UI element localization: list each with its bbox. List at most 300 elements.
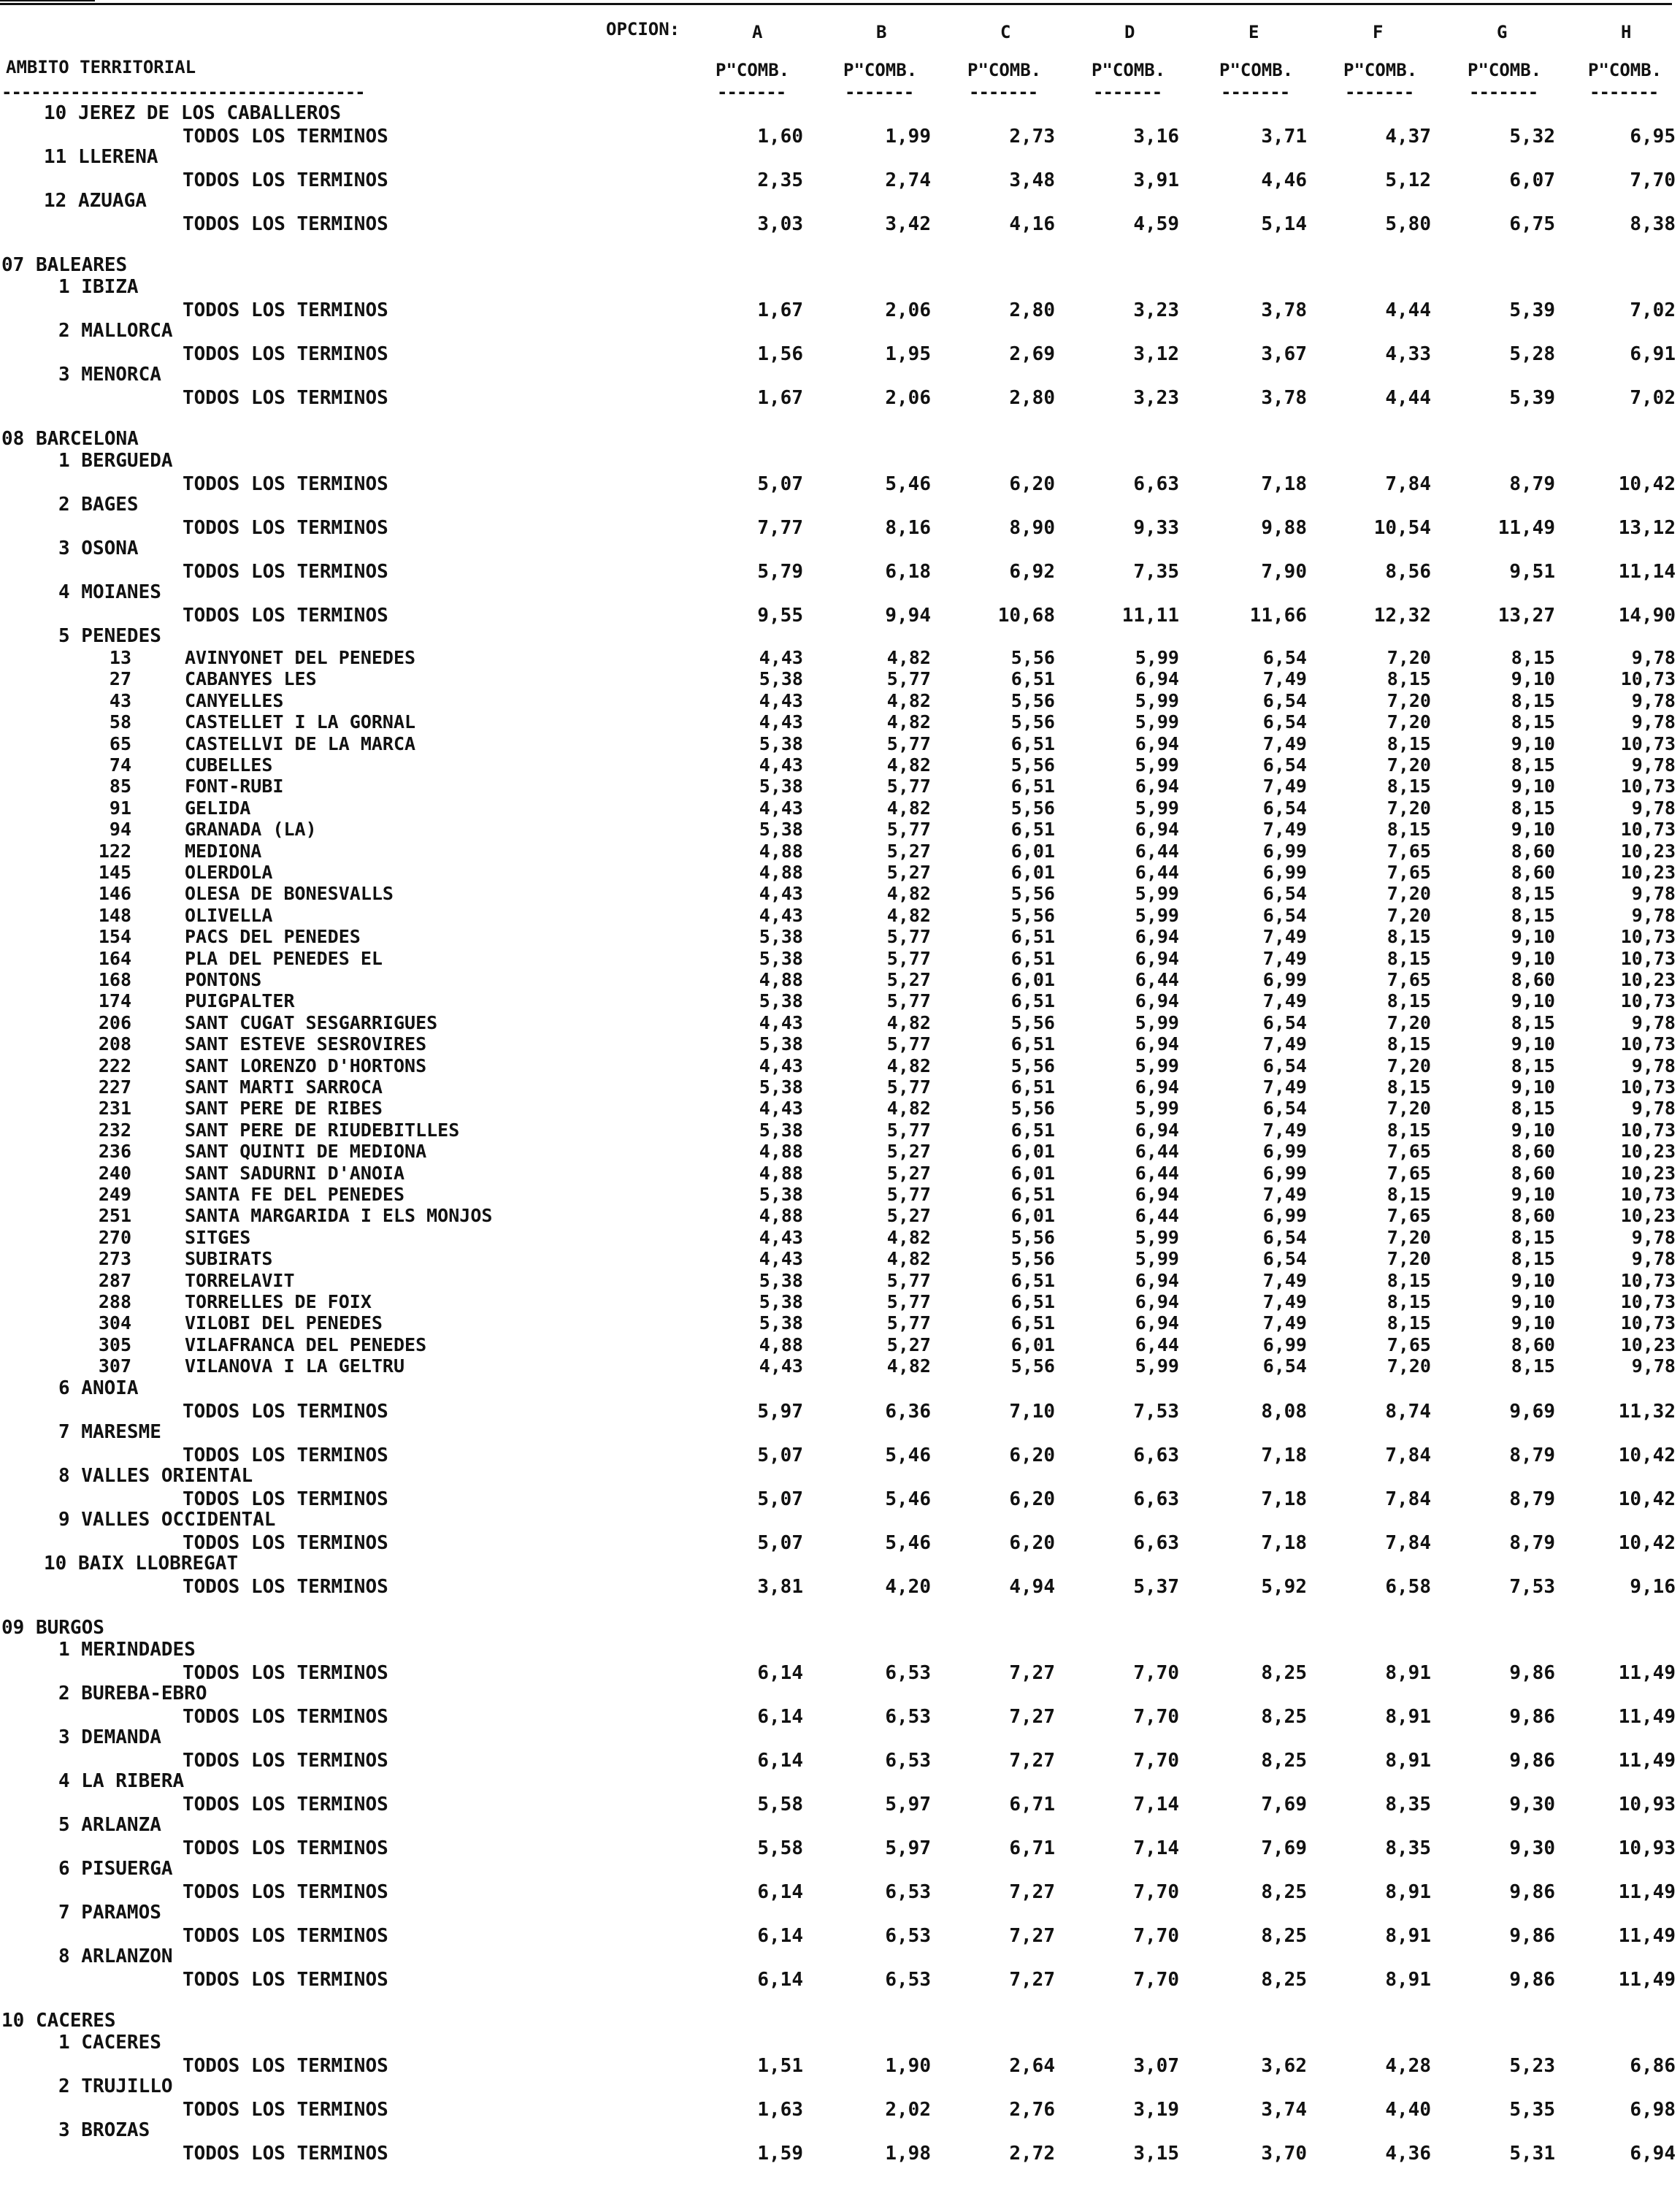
cell-e: 7,18 xyxy=(1261,473,1307,495)
cell-a: 5,58 xyxy=(757,1793,803,1815)
cell-c: 7,10 xyxy=(1009,1400,1055,1423)
cell-d: 3,23 xyxy=(1133,387,1179,409)
comarca-label: 4 MOIANES xyxy=(58,581,161,603)
cell-b: 6,53 xyxy=(885,1749,931,1772)
table-row xyxy=(0,1205,1680,1225)
all-terms-label: TODOS LOS TERMINOS xyxy=(183,1749,388,1772)
cell-e: 6,54 xyxy=(1262,647,1307,668)
cell-d: 9,33 xyxy=(1133,517,1179,539)
cell-d: 5,99 xyxy=(1135,689,1179,711)
cell-c: 6,01 xyxy=(1010,862,1055,883)
cell-h: 10,93 xyxy=(1618,1837,1676,1859)
cell-a: 9,55 xyxy=(757,605,803,627)
comarca-label: 4 LA RIBERA xyxy=(58,1769,185,1792)
all-terms-label: TODOS LOS TERMINOS xyxy=(183,1575,388,1598)
cell-f: 8,15 xyxy=(1386,732,1431,754)
cell-h: 9,16 xyxy=(1630,1575,1676,1598)
table-row xyxy=(0,342,1680,364)
cell-f: 5,12 xyxy=(1385,169,1431,191)
cell-d: 3,07 xyxy=(1133,2054,1179,2077)
cell-a: 4,43 xyxy=(759,647,803,668)
cell-h: 9,78 xyxy=(1631,1011,1676,1033)
comarca-heading xyxy=(0,1902,1680,1924)
cell-g: 8,15 xyxy=(1511,1226,1555,1248)
cell-a: 5,38 xyxy=(759,732,803,754)
cell-a: 6,14 xyxy=(757,1880,803,1903)
all-terms-label: TODOS LOS TERMINOS xyxy=(183,343,388,365)
cell-h: 10,42 xyxy=(1618,473,1676,495)
cell-b: 5,77 xyxy=(886,819,931,841)
cell-a: 1,67 xyxy=(757,387,803,409)
cell-c: 2,76 xyxy=(1009,2098,1055,2121)
cell-c: 5,56 xyxy=(1010,711,1055,733)
comarca-heading xyxy=(0,190,1680,212)
cell-e: 7,49 xyxy=(1262,668,1307,690)
comarca-heading xyxy=(0,1683,1680,1704)
cell-e: 7,18 xyxy=(1261,1488,1307,1510)
comarca-heading xyxy=(0,2119,1680,2141)
cell-e: 6,99 xyxy=(1262,1162,1307,1184)
cell-d: 6,94 xyxy=(1135,947,1179,969)
table-row xyxy=(0,733,1680,754)
cell-g: 8,79 xyxy=(1509,1488,1555,1510)
municipio-code: 74 xyxy=(109,754,131,776)
cell-a: 4,43 xyxy=(759,883,803,905)
all-terms-label: TODOS LOS TERMINOS xyxy=(183,517,388,539)
cell-d: 6,94 xyxy=(1135,819,1179,841)
cell-e: 3,78 xyxy=(1261,387,1307,409)
cell-b: 5,27 xyxy=(886,862,931,883)
comarca-label: 1 CACERES xyxy=(58,2031,161,2054)
cell-e: 8,25 xyxy=(1261,1880,1307,1903)
cell-g: 5,39 xyxy=(1509,387,1555,409)
cell-f: 8,15 xyxy=(1386,1076,1431,1098)
table-row xyxy=(0,1355,1680,1376)
cell-g: 9,10 xyxy=(1511,990,1555,1012)
column-subheader-g: P"COMB. xyxy=(1468,60,1542,80)
all-terms-label: TODOS LOS TERMINOS xyxy=(183,605,388,627)
municipio-code: 273 xyxy=(98,1248,131,1270)
cell-g: 9,10 xyxy=(1511,1184,1555,1205)
cell-g: 5,35 xyxy=(1509,2098,1555,2121)
cell-d: 6,94 xyxy=(1135,1076,1179,1098)
cell-g: 6,75 xyxy=(1509,213,1555,235)
cell-a: 5,38 xyxy=(759,776,803,797)
municipio-code: 208 xyxy=(98,1033,131,1055)
municipio-code: 240 xyxy=(98,1162,131,1184)
table-row xyxy=(0,2097,1680,2119)
municipio-name: GELIDA xyxy=(185,797,251,819)
cell-f: 7,65 xyxy=(1386,840,1431,862)
comarca-heading xyxy=(0,2075,1680,2097)
cell-a: 5,38 xyxy=(759,1269,803,1291)
cell-a: 4,43 xyxy=(759,689,803,711)
cell-e: 7,49 xyxy=(1262,990,1307,1012)
cell-a: 4,43 xyxy=(759,1098,803,1120)
comarca-heading xyxy=(0,450,1680,472)
cell-e: 6,54 xyxy=(1262,883,1307,905)
cell-b: 5,46 xyxy=(885,1531,931,1554)
cell-d: 5,99 xyxy=(1135,883,1179,905)
table-row xyxy=(0,1443,1680,1465)
column-letter-a: A xyxy=(752,22,763,42)
cell-f: 7,20 xyxy=(1386,689,1431,711)
cell-g: 8,60 xyxy=(1511,840,1555,862)
cell-h: 6,91 xyxy=(1630,343,1676,365)
cell-e: 4,46 xyxy=(1261,169,1307,191)
cell-c: 5,56 xyxy=(1010,1011,1055,1033)
cell-a: 4,88 xyxy=(759,1333,803,1355)
cell-b: 5,77 xyxy=(886,990,931,1012)
table-row xyxy=(0,690,1680,711)
cell-f: 7,65 xyxy=(1386,1141,1431,1163)
cell-h: 10,73 xyxy=(1620,990,1676,1012)
cell-e: 6,99 xyxy=(1262,1205,1307,1227)
cell-e: 6,54 xyxy=(1262,1098,1307,1120)
cell-c: 6,51 xyxy=(1010,947,1055,969)
cell-b: 5,77 xyxy=(886,732,931,754)
cell-g: 5,32 xyxy=(1509,126,1555,148)
comarca-label: 1 IBIZA xyxy=(58,276,139,298)
all-terms-label: TODOS LOS TERMINOS xyxy=(183,1837,388,1859)
cell-f: 7,20 xyxy=(1386,1355,1431,1377)
cell-e: 6,99 xyxy=(1262,969,1307,990)
cell-c: 6,51 xyxy=(1010,776,1055,797)
column-letter-e: E xyxy=(1249,22,1259,42)
cell-f: 12,32 xyxy=(1373,605,1431,627)
cell-d: 7,70 xyxy=(1133,1705,1179,1728)
municipio-name: CUBELLES xyxy=(185,754,273,776)
cell-f: 8,56 xyxy=(1385,561,1431,583)
municipio-code: 206 xyxy=(98,1011,131,1033)
cell-b: 5,77 xyxy=(886,1312,931,1334)
cell-e: 6,54 xyxy=(1262,797,1307,819)
cell-f: 8,15 xyxy=(1386,1312,1431,1334)
cell-a: 1,63 xyxy=(757,2098,803,2121)
comarca-label: 3 BROZAS xyxy=(58,2119,150,2141)
cell-b: 1,99 xyxy=(885,126,931,148)
comarca-heading xyxy=(0,2032,1680,2054)
cell-e: 11,66 xyxy=(1249,605,1307,627)
cell-f: 7,84 xyxy=(1385,1531,1431,1554)
cell-h: 10,23 xyxy=(1620,862,1676,883)
cell-g: 8,15 xyxy=(1511,647,1555,668)
cell-b: 5,97 xyxy=(885,1793,931,1815)
cell-c: 7,27 xyxy=(1009,1705,1055,1728)
comarca-label: 1 BERGUEDA xyxy=(58,450,173,472)
comarca-label: 2 BAGES xyxy=(58,494,139,516)
cell-a: 3,81 xyxy=(757,1575,803,1598)
cell-f: 7,20 xyxy=(1386,904,1431,926)
cell-a: 4,88 xyxy=(759,1162,803,1184)
cell-e: 6,54 xyxy=(1262,1248,1307,1270)
cell-f: 4,44 xyxy=(1385,299,1431,321)
cell-c: 7,27 xyxy=(1009,1968,1055,1991)
cell-e: 7,49 xyxy=(1262,1119,1307,1141)
table-row xyxy=(0,1312,1680,1333)
cell-a: 5,38 xyxy=(759,1312,803,1334)
table-row xyxy=(0,969,1680,990)
all-terms-label: TODOS LOS TERMINOS xyxy=(183,561,388,583)
cell-f: 7,20 xyxy=(1386,1226,1431,1248)
cell-g: 6,07 xyxy=(1509,169,1555,191)
cell-f: 8,91 xyxy=(1385,1705,1431,1728)
cell-e: 7,49 xyxy=(1262,732,1307,754)
cell-f: 4,37 xyxy=(1385,126,1431,148)
column-letter-b: B xyxy=(876,22,887,42)
municipio-code: 27 xyxy=(109,668,131,690)
municipio-code: 227 xyxy=(98,1076,131,1098)
column-underline-e: ------- xyxy=(1221,82,1290,102)
column-underline-d: ------- xyxy=(1093,82,1162,102)
table-row xyxy=(0,2054,1680,2075)
cell-a: 5,38 xyxy=(759,819,803,841)
table-row xyxy=(0,883,1680,903)
municipio-name: SANT QUINTI DE MEDIONA xyxy=(185,1141,427,1163)
municipio-code: 307 xyxy=(98,1355,131,1377)
cell-c: 6,51 xyxy=(1010,1291,1055,1312)
cell-a: 5,38 xyxy=(759,947,803,969)
cell-f: 8,91 xyxy=(1385,1749,1431,1772)
cell-e: 3,67 xyxy=(1261,343,1307,365)
cell-a: 6,14 xyxy=(757,1749,803,1772)
cell-g: 9,86 xyxy=(1509,1880,1555,1903)
cell-f: 5,80 xyxy=(1385,213,1431,235)
municipio-code: 287 xyxy=(98,1269,131,1291)
cell-b: 9,94 xyxy=(885,605,931,627)
comarca-label: 7 PARAMOS xyxy=(58,1901,161,1924)
cell-e: 9,88 xyxy=(1261,517,1307,539)
municipio-name: MEDIONA xyxy=(185,840,262,862)
column-underline-g: ------- xyxy=(1469,82,1538,102)
cell-d: 6,63 xyxy=(1133,473,1179,495)
cell-a: 5,38 xyxy=(759,926,803,948)
municipio-name: VILAFRANCA DEL PENEDES xyxy=(185,1333,427,1355)
comarca-label: 7 MARESME xyxy=(58,1420,161,1443)
comarca-heading xyxy=(0,1639,1680,1661)
cell-b: 5,27 xyxy=(886,840,931,862)
cell-d: 6,94 xyxy=(1135,1184,1179,1205)
cell-c: 8,90 xyxy=(1009,517,1055,539)
cell-f: 7,20 xyxy=(1386,1055,1431,1076)
cell-f: 8,15 xyxy=(1386,926,1431,948)
cell-c: 6,51 xyxy=(1010,1119,1055,1141)
comarca-heading xyxy=(0,494,1680,516)
all-terms-label: TODOS LOS TERMINOS xyxy=(183,2054,388,2077)
cell-a: 4,43 xyxy=(759,1248,803,1270)
table-row xyxy=(0,1291,1680,1312)
cell-f: 8,91 xyxy=(1385,1880,1431,1903)
table-row xyxy=(0,754,1680,775)
municipio-name: VILOBI DEL PENEDES xyxy=(185,1312,383,1334)
table-row xyxy=(0,905,1680,925)
municipio-code: 305 xyxy=(98,1333,131,1355)
cell-b: 2,74 xyxy=(885,169,931,191)
table-row xyxy=(0,603,1680,625)
cell-b: 4,82 xyxy=(886,883,931,905)
cell-b: 4,82 xyxy=(886,1011,931,1033)
table-row xyxy=(0,1270,1680,1290)
column-letter-c: C xyxy=(1000,22,1011,42)
table-row xyxy=(0,797,1680,818)
cell-g: 9,10 xyxy=(1511,732,1555,754)
cell-d: 5,99 xyxy=(1135,754,1179,776)
cell-h: 10,73 xyxy=(1620,1184,1676,1205)
comarca-label: 5 ARLANZA xyxy=(58,1813,161,1836)
cell-f: 7,65 xyxy=(1386,1333,1431,1355)
cell-a: 4,43 xyxy=(759,1226,803,1248)
cell-d: 3,23 xyxy=(1133,299,1179,321)
table-row xyxy=(0,1227,1680,1247)
table-row xyxy=(0,1399,1680,1421)
municipio-name: OLESA DE BONESVALLS xyxy=(185,883,394,905)
table-row xyxy=(0,124,1680,146)
municipio-name: PUIGPALTER xyxy=(185,990,295,1012)
cell-c: 6,20 xyxy=(1009,1531,1055,1554)
cell-f: 7,20 xyxy=(1386,1011,1431,1033)
cell-e: 7,49 xyxy=(1262,1033,1307,1055)
province-label: 07 BALEARES xyxy=(1,254,128,276)
cell-a: 4,43 xyxy=(759,1055,803,1076)
cell-g: 9,86 xyxy=(1509,1661,1555,1684)
cell-c: 6,51 xyxy=(1010,732,1055,754)
cell-c: 5,56 xyxy=(1010,1355,1055,1377)
cell-d: 5,99 xyxy=(1135,647,1179,668)
cell-e: 5,14 xyxy=(1261,213,1307,235)
table-row xyxy=(0,472,1680,494)
cell-e: 8,25 xyxy=(1261,1924,1307,1947)
cell-d: 7,70 xyxy=(1133,1924,1179,1947)
municipio-name: PLA DEL PENEDES EL xyxy=(185,947,383,969)
table-row xyxy=(0,1792,1680,1814)
cell-a: 5,07 xyxy=(757,473,803,495)
comarca-heading xyxy=(0,1814,1680,1836)
municipio-name: SANT MARTI SARROCA xyxy=(185,1076,383,1098)
cell-f: 8,15 xyxy=(1386,1033,1431,1055)
table-row xyxy=(0,1184,1680,1204)
municipio-code: 164 xyxy=(98,947,131,969)
cell-d: 6,94 xyxy=(1135,1291,1179,1312)
cell-h: 9,78 xyxy=(1631,1098,1676,1120)
municipio-code: 231 xyxy=(98,1098,131,1120)
cell-e: 7,49 xyxy=(1262,926,1307,948)
column-underline-h: ------- xyxy=(1589,82,1659,102)
cell-d: 6,44 xyxy=(1135,1162,1179,1184)
cell-b: 4,82 xyxy=(886,647,931,668)
cell-e: 7,49 xyxy=(1262,947,1307,969)
cell-h: 10,73 xyxy=(1620,1033,1676,1055)
cell-g: 13,27 xyxy=(1497,605,1555,627)
cell-a: 4,43 xyxy=(759,1355,803,1377)
municipio-code: 249 xyxy=(98,1184,131,1205)
all-terms-label: TODOS LOS TERMINOS xyxy=(183,2142,388,2165)
cell-e: 3,74 xyxy=(1261,2098,1307,2121)
cell-h: 9,78 xyxy=(1631,689,1676,711)
cell-a: 4,88 xyxy=(759,969,803,990)
cell-c: 2,73 xyxy=(1009,126,1055,148)
cell-e: 7,49 xyxy=(1262,1312,1307,1334)
cell-g: 8,60 xyxy=(1511,862,1555,883)
comarca-heading xyxy=(0,102,1680,124)
all-terms-label: TODOS LOS TERMINOS xyxy=(183,299,388,321)
opcion-label: OPCION: xyxy=(606,19,680,39)
cell-b: 6,53 xyxy=(885,1880,931,1903)
cell-g: 9,86 xyxy=(1509,1749,1555,1772)
cell-d: 3,91 xyxy=(1133,169,1179,191)
cell-g: 8,60 xyxy=(1511,1333,1555,1355)
cell-a: 2,35 xyxy=(757,169,803,191)
comarca-heading xyxy=(0,581,1680,603)
cell-d: 5,99 xyxy=(1135,711,1179,733)
cell-e: 6,54 xyxy=(1262,1055,1307,1076)
cell-e: 7,49 xyxy=(1262,1269,1307,1291)
cell-c: 6,01 xyxy=(1010,1141,1055,1163)
municipio-name: TORRELLES DE FOIX xyxy=(185,1291,372,1312)
cell-b: 5,46 xyxy=(885,473,931,495)
cell-g: 9,10 xyxy=(1511,776,1555,797)
all-terms-label: TODOS LOS TERMINOS xyxy=(183,1488,388,1510)
cell-e: 3,70 xyxy=(1261,2142,1307,2165)
all-terms-label: TODOS LOS TERMINOS xyxy=(183,1444,388,1466)
municipio-name: CASTELLET I LA GORNAL xyxy=(185,711,416,733)
comarca-label: 11 LLERENA xyxy=(44,146,158,168)
cell-g: 8,15 xyxy=(1511,754,1555,776)
cell-c: 6,51 xyxy=(1010,1184,1055,1205)
cell-g: 8,79 xyxy=(1509,1531,1555,1554)
cell-c: 6,01 xyxy=(1010,1333,1055,1355)
cell-g: 8,79 xyxy=(1509,473,1555,495)
cell-b: 6,53 xyxy=(885,1968,931,1991)
cell-h: 11,14 xyxy=(1618,561,1676,583)
cell-b: 4,82 xyxy=(886,797,931,819)
cell-c: 5,56 xyxy=(1010,883,1055,905)
column-letter-h: H xyxy=(1621,22,1632,42)
municipio-name: VILANOVA I LA GELTRU xyxy=(185,1355,405,1377)
cell-a: 1,56 xyxy=(757,343,803,365)
cell-e: 8,25 xyxy=(1261,1661,1307,1684)
province-heading xyxy=(0,428,1680,450)
cell-b: 4,82 xyxy=(886,904,931,926)
cell-g: 9,51 xyxy=(1509,561,1555,583)
cell-h: 10,93 xyxy=(1618,1793,1676,1815)
cell-e: 6,54 xyxy=(1262,1226,1307,1248)
cell-b: 1,95 xyxy=(885,343,931,365)
cell-a: 5,58 xyxy=(757,1837,803,1859)
cell-g: 9,86 xyxy=(1509,1924,1555,1947)
table-row xyxy=(0,1248,1680,1268)
municipio-name: OLERDOLA xyxy=(185,862,273,883)
comarca-label: 6 ANOIA xyxy=(58,1377,139,1399)
comarca-heading xyxy=(0,1465,1680,1487)
cell-b: 5,27 xyxy=(886,1162,931,1184)
cell-g: 8,60 xyxy=(1511,969,1555,990)
cell-d: 4,59 xyxy=(1133,213,1179,235)
municipio-code: 85 xyxy=(109,776,131,797)
cell-d: 11,11 xyxy=(1121,605,1179,627)
cell-d: 5,37 xyxy=(1133,1575,1179,1598)
cell-f: 8,15 xyxy=(1386,1184,1431,1205)
all-terms-label: TODOS LOS TERMINOS xyxy=(183,126,388,148)
cell-b: 6,18 xyxy=(885,561,931,583)
cell-g: 8,15 xyxy=(1511,797,1555,819)
municipio-code: 94 xyxy=(109,819,131,841)
cell-c: 6,01 xyxy=(1010,840,1055,862)
table-row xyxy=(0,711,1680,732)
cell-h: 10,73 xyxy=(1620,668,1676,690)
cell-c: 6,51 xyxy=(1010,1033,1055,1055)
cell-h: 9,78 xyxy=(1631,1226,1676,1248)
cell-f: 4,36 xyxy=(1385,2142,1431,2165)
